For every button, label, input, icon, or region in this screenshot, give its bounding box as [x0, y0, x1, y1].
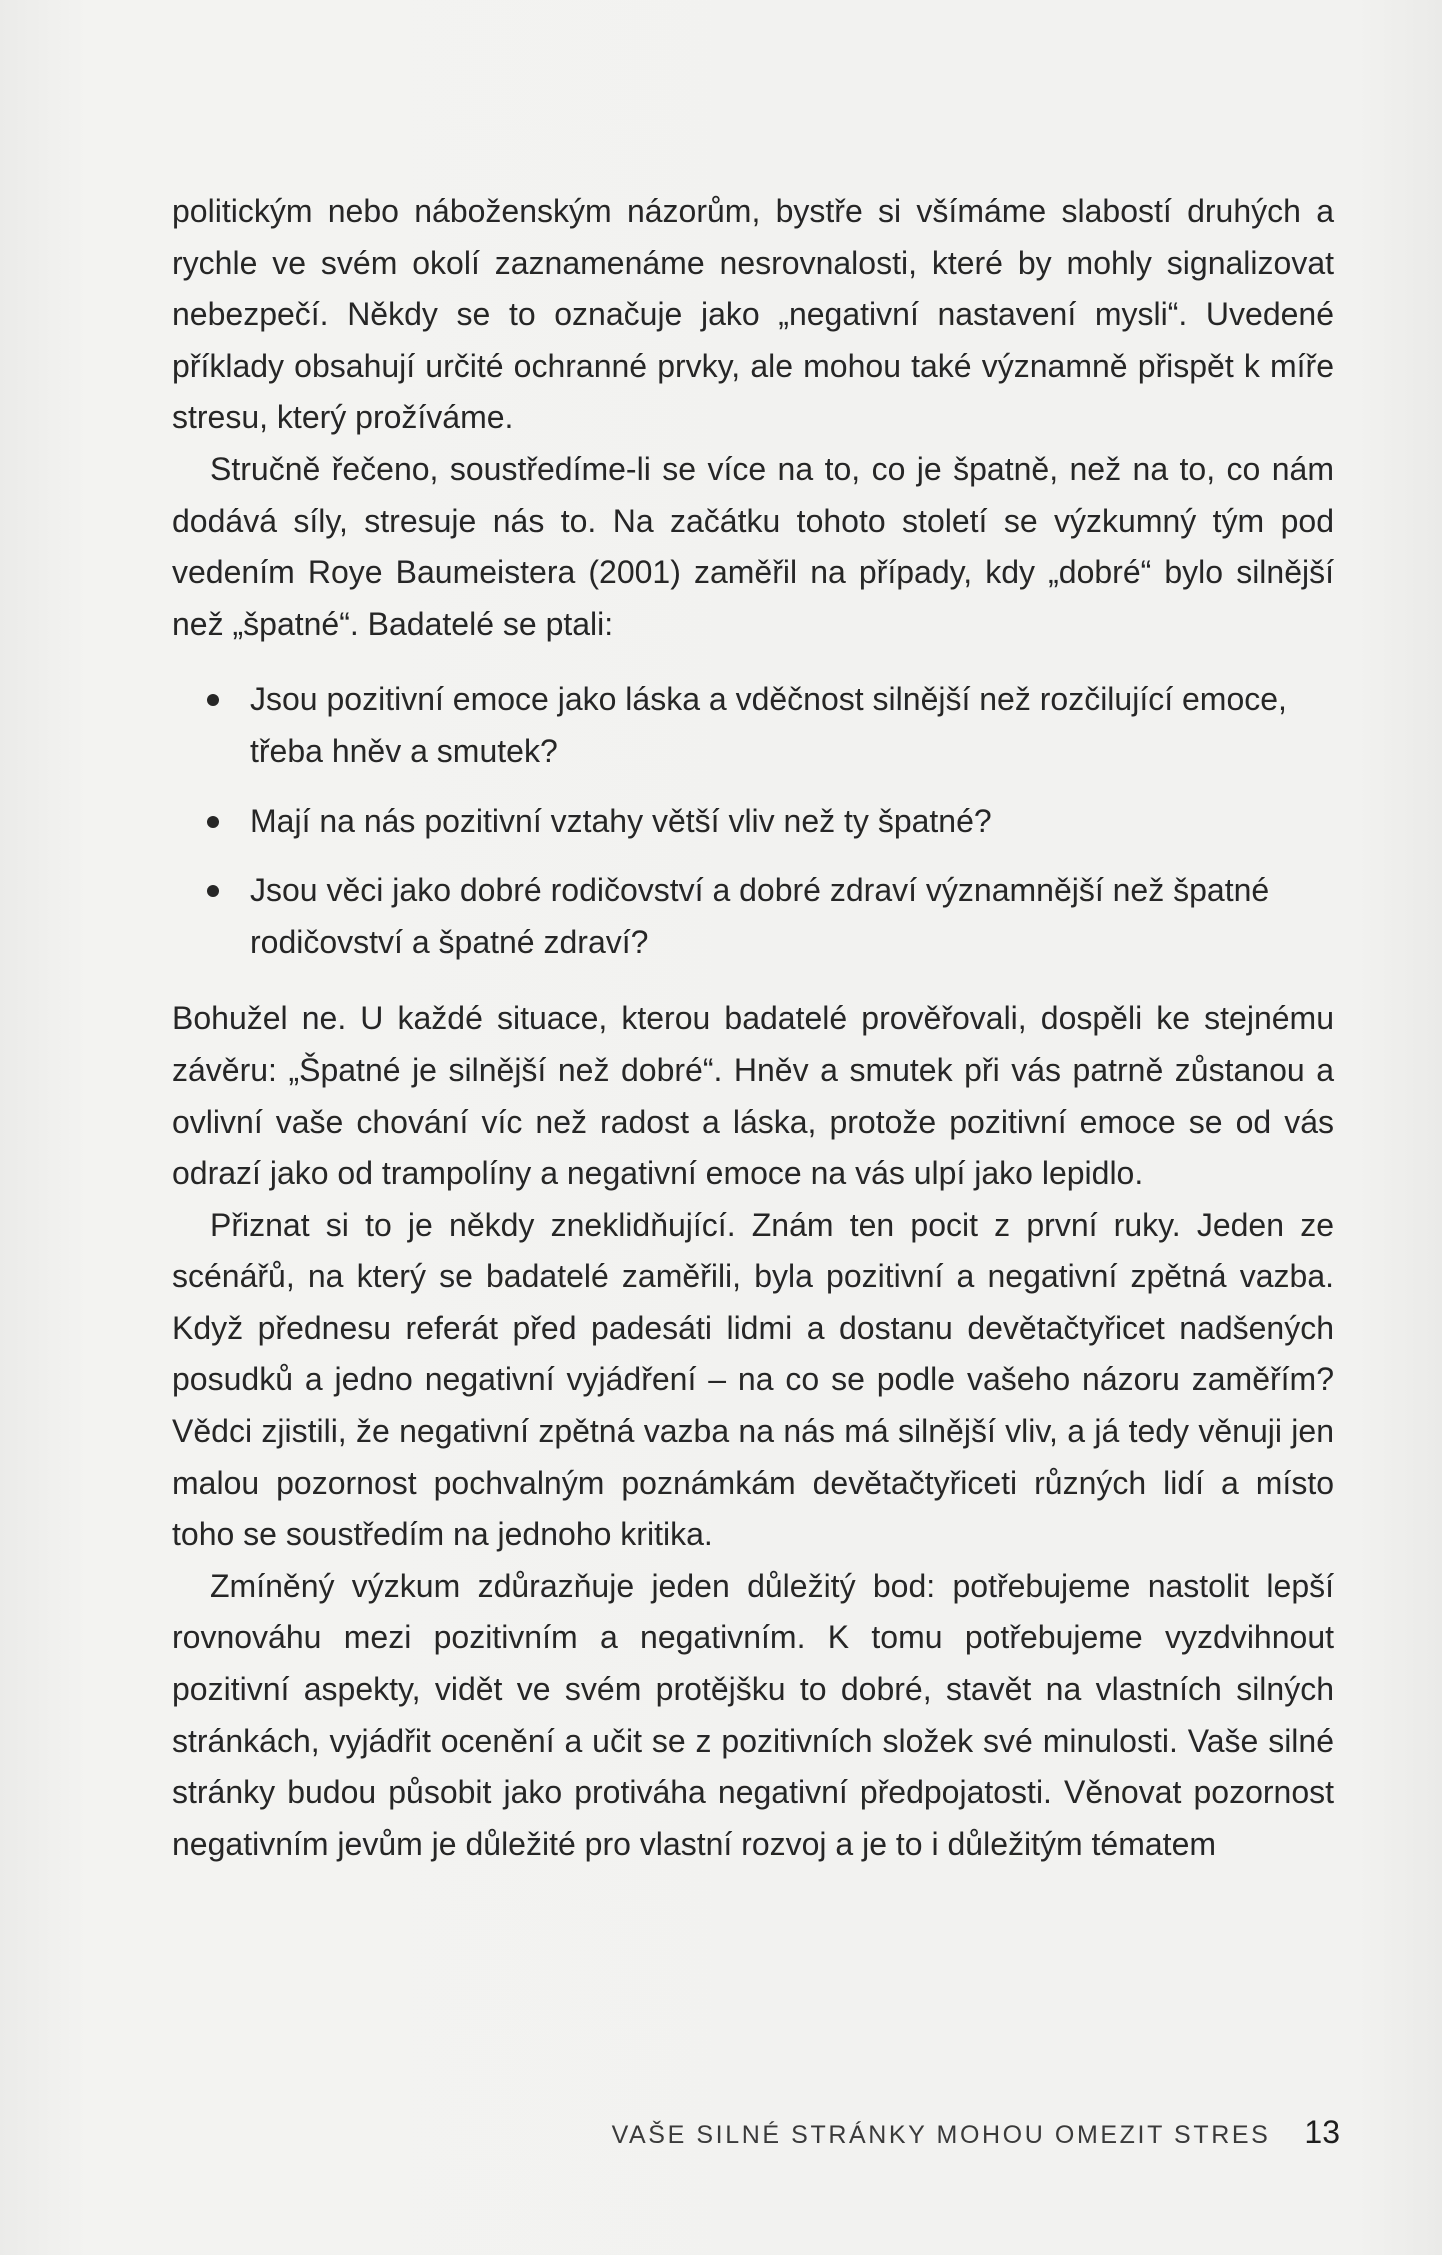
paragraph-feedback-example: Přiznat si to je někdy zneklidňující. Znám ten pocit z první ruky. Jeden ze scénářů, na který se badatelé zaměřili, byla pozitivní a negativní zpětná vazba. Když přednesu referát před padesáti lidmi a dostanu devětačtyřicet nadšených posudků a jedno negativní vyjádření – na co se podle vašeho názoru zaměřím? Vědci zjistili, že negativní zpětná vazba na nás má silnější vliv, a já tedy věnuji jen malou pozornost pochvalným poznámkám devětačtyřiceti různých lidí a místo toho se soustředím na jednoho kritika.	[172, 1206, 1334, 1553]
list-item-text: Mají na nás pozitivní vztahy větší vliv než ty špatné?	[250, 802, 992, 839]
question-list	[172, 674, 1334, 968]
paragraph-research-intro: Stručně řečeno, soustředíme-li se více na to, co je špatně, než na to, co nám dodává síly, stresuje nás to. Na začátku tohoto století se výzkumný tým pod vedením Roye Baumeistera (2001) zaměřil na případy, kdy „dobré“ bylo silnější než „špatné“. Badatelé se ptali:	[172, 450, 1334, 642]
bullet-dot-icon	[207, 885, 219, 897]
bullet-dot-icon	[207, 816, 219, 828]
paragraph-answer: Bohužel ne. U každé situace, kterou badatelé prověřovali, dospěli ke stejnému závěru: „Špatné je silnější než dobré“. Hněv a smutek při vás patrně zůstanou a ovlivní vaše chování víc než radost a láska, protože pozitivní emoce se od vás odrazí jako od trampolíny a negativní emoce na vás ulpí jako lepidlo.	[172, 1000, 1334, 1192]
list-item	[172, 796, 1334, 848]
list-item-text: Jsou věci jako dobré rodičovství a dobré zdraví významnější než špatné rodičovství a špatné zdraví?	[250, 872, 1270, 960]
body-text	[172, 186, 1334, 1870]
running-head: VAŠE SILNÉ STRÁNKY MOHOU OMEZIT STRES	[611, 2121, 1271, 2149]
page-number: 13	[1304, 2114, 1340, 2150]
bullet-dot-icon	[207, 694, 219, 706]
page-footer	[612, 2114, 1340, 2151]
paragraph-continuation: politickým nebo náboženským názorům, bystře si všímáme slabostí druhých a rychle ve svém okolí zaznamenáme nesrovnalosti, které by mohly signalizovat nebezpečí. Někdy se to označuje jako „negativní nastavení mysli“. Uvedené příklady obsahují určité ochranné prvky, ale mohou také významně přispět k míře stresu, který prožíváme.	[172, 193, 1334, 436]
list-item	[172, 865, 1334, 968]
list-item	[172, 674, 1334, 777]
list-item-text: Jsou pozitivní emoce jako láska a vděčnost silnější než rozčilující emoce, třeba hněv a smutek?	[250, 681, 1287, 769]
paragraph-balance: Zmíněný výzkum zdůrazňuje jeden důležitý bod: potřebujeme nastolit lepší rovnováhu mezi pozitivním a negativním. K tomu potřebujeme vyzdvihnout pozitivní aspekty, vidět ve svém protějšku to dobré, stavět na vlastních silných stránkách, vyjádřit ocenění a učit se z pozitivních složek své minulosti. Vaše silné stránky budou působit jako protiváha negativní předpojatosti. Věnovat pozornost negativním jevům je důležité pro vlastní rozvoj a je to i důležitým tématem	[172, 1567, 1334, 1862]
